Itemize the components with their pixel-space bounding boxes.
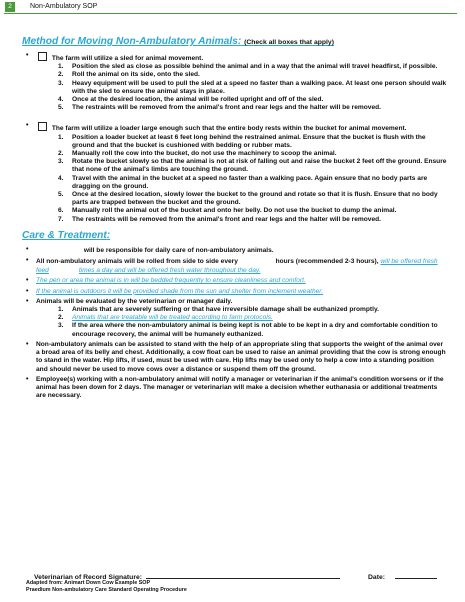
list-item: 6. Manually roll the animal out of the bucket and onto her belly. Do not use the bucket to dump the animal. xyxy=(58,207,397,215)
option-sled xyxy=(22,52,447,112)
list-item: 3. Rotate the bucket slowly so that the animal is not at risk of falling out and raise the bucket 2 feet off the ground. Ensure that none of the animal's limbs are touching the ground. xyxy=(58,158,447,174)
care-rolled: • All non-ambulatory animals will be rolled from side to side every hours (recommended 2-3 hours), will be offered fresh feed times a day and will be offered fresh water throughout the day. xyxy=(26,257,438,275)
bullet-icon: • xyxy=(26,297,29,305)
list-item: 3. If the area where the non-ambulatory animal is being kept is not able to be kept in a dry and comfortable condition to encourage recovery, the animal will be humanely euthanized. xyxy=(58,322,438,338)
date-group xyxy=(368,571,437,582)
method-title: Method for Moving Non-Ambulatory Animals: xyxy=(22,36,242,47)
page-header xyxy=(4,2,457,14)
list-item: 5. The restraints will be removed from the animal's front and rear legs and the halter will be removed. xyxy=(58,104,381,112)
bullet-icon: • xyxy=(26,257,29,265)
bullet-icon: • xyxy=(26,52,29,59)
loader-checkbox[interactable] xyxy=(38,122,47,131)
care-evaluated: • Animals will be evaluated by the veterinarian or manager daily. 1. Animals that are severely suffering or that have irreversible damage shall be euthanized promptly. 2. Animals that are treatable will be treated according to farm protocols. 3. If the area where the non-ambulatory animal is being kept is not able to be kept in a dry and comfortable condition to encourage recovery, the animal will be humanely euthanized. xyxy=(22,298,447,339)
bullet-icon: • xyxy=(26,277,29,285)
date-field[interactable] xyxy=(395,571,437,579)
method-note: (Check all boxes that apply) xyxy=(244,39,334,46)
bullet-icon: • xyxy=(26,287,29,295)
bullet-icon: • xyxy=(26,340,29,348)
care-daily: • will be responsible for daily care of non-ambulatory animals. xyxy=(26,245,274,254)
spacer xyxy=(22,114,447,120)
signature-label: Veterinarian of Record Signature: xyxy=(34,574,143,581)
care-pen: • The pen or area the animal is in will be bedded frequently to ensure cleanliness and comfort. xyxy=(26,277,306,285)
sled-checkbox[interactable] xyxy=(38,52,47,61)
option-loader xyxy=(22,122,447,223)
feed-times-blank[interactable] xyxy=(49,266,79,272)
list-item: 4. Once at the desired location, the animal will be rolled upright and off of the sled. xyxy=(58,96,324,104)
option-sled-intro: The farm will utilize a sled for animal movement. xyxy=(51,55,204,62)
list-item: 3. Heavy equipment will be used to pull the sled at a speed no faster than a walking pace. At least one person should walk with the sled to ensure the animal stays in place. xyxy=(58,79,447,95)
care-notify: • Employee(s) working with a non-ambulatory animal will notify a manager or veterinarian if the animal's condition worsens or if the animal has been down for 2 days. The manager or veterinarian will make a decision whether euthanasia or additional treatments are necessary. xyxy=(26,375,444,400)
care-list xyxy=(22,246,447,400)
hours-blank[interactable] xyxy=(240,257,274,263)
list-item: 2. Roll the animal on its side, onto the sled. xyxy=(58,71,200,79)
bullet-icon: • xyxy=(26,122,29,130)
method-options xyxy=(22,52,447,224)
footer-line-2: Praedium Non-ambulatory Care Standard Operating Procedure xyxy=(26,587,187,593)
page-number-badge: 2 xyxy=(5,2,15,12)
date-label: Date: xyxy=(368,574,385,581)
option-loader-intro: The farm will utilize a loader large enough such that the entire body rests within the bucket for animal movement. xyxy=(51,125,407,133)
bullet-icon: • xyxy=(26,245,29,253)
signature-field[interactable] xyxy=(146,571,340,579)
list-item: 2. Animals that are treatable will be treated according to farm protocols. xyxy=(58,314,273,322)
list-item: 5. Once at the desired location, slowly lower the bucket to the ground and rotate so that it is flush. Ensure that no body parts are trapped between the bucket and the ground. xyxy=(58,191,438,207)
footer xyxy=(26,580,187,594)
care-assist: • Non-ambulatory animals can be assisted to stand with the help of an appropriate sling that supports the weight of the animal over a broad area of its belly and chest. Additionally, a cow float can be used to raise an animal providing that the cow is strong enough to stand in the water. Hip lifts, if used, must be used with care. Hip lifts may be used only to help a cow into a standing position and should never be used to move cows over a distance or suspend them off the ground. xyxy=(26,340,446,373)
sled-steps xyxy=(36,63,447,112)
list-item: 1. Animals that are severely suffering or that have irreversible damage shall be euthanized promptly. xyxy=(58,306,379,314)
footer-line-1: Adapted from: Animart Down Cow Example SOP xyxy=(26,580,151,586)
care-outdoors: • If the animal is outdoors it will be provided shade from the sun and shelter from inclement weather. xyxy=(26,287,324,295)
caretaker-blank[interactable] xyxy=(36,246,82,252)
document-body xyxy=(22,36,447,402)
list-item: 4. Travel with the animal in the bucket at a speed no faster than a walking pace. Again ensure that no body parts are dragging on the ground. xyxy=(58,174,428,190)
bullet-icon: • xyxy=(26,375,29,383)
list-item: 1. Position a loader bucket at least 6 feet long behind the restrained animal. Ensure that the bucket is flush with the ground and that the bucket is cushioned with bedding or rubber mats. xyxy=(58,133,426,149)
loader-steps xyxy=(36,134,447,224)
list-item: 7. The restraints will be removed from the animal's front and rear legs and the halter will be removed. xyxy=(58,215,381,223)
care-section-title: Care & Treatment: xyxy=(22,229,111,241)
method-section-title xyxy=(22,36,447,49)
list-item: 1. Position the sled as close as possible behind the animal and in a way that the animal will travel headfirst, if possible. xyxy=(58,63,438,71)
header-title: Non-Ambulatory SOP xyxy=(30,3,98,10)
eval-steps xyxy=(36,306,447,339)
list-item: 2. Manually roll the cow into the bucket, do not use the machinery to scoop the animal. xyxy=(58,150,337,158)
